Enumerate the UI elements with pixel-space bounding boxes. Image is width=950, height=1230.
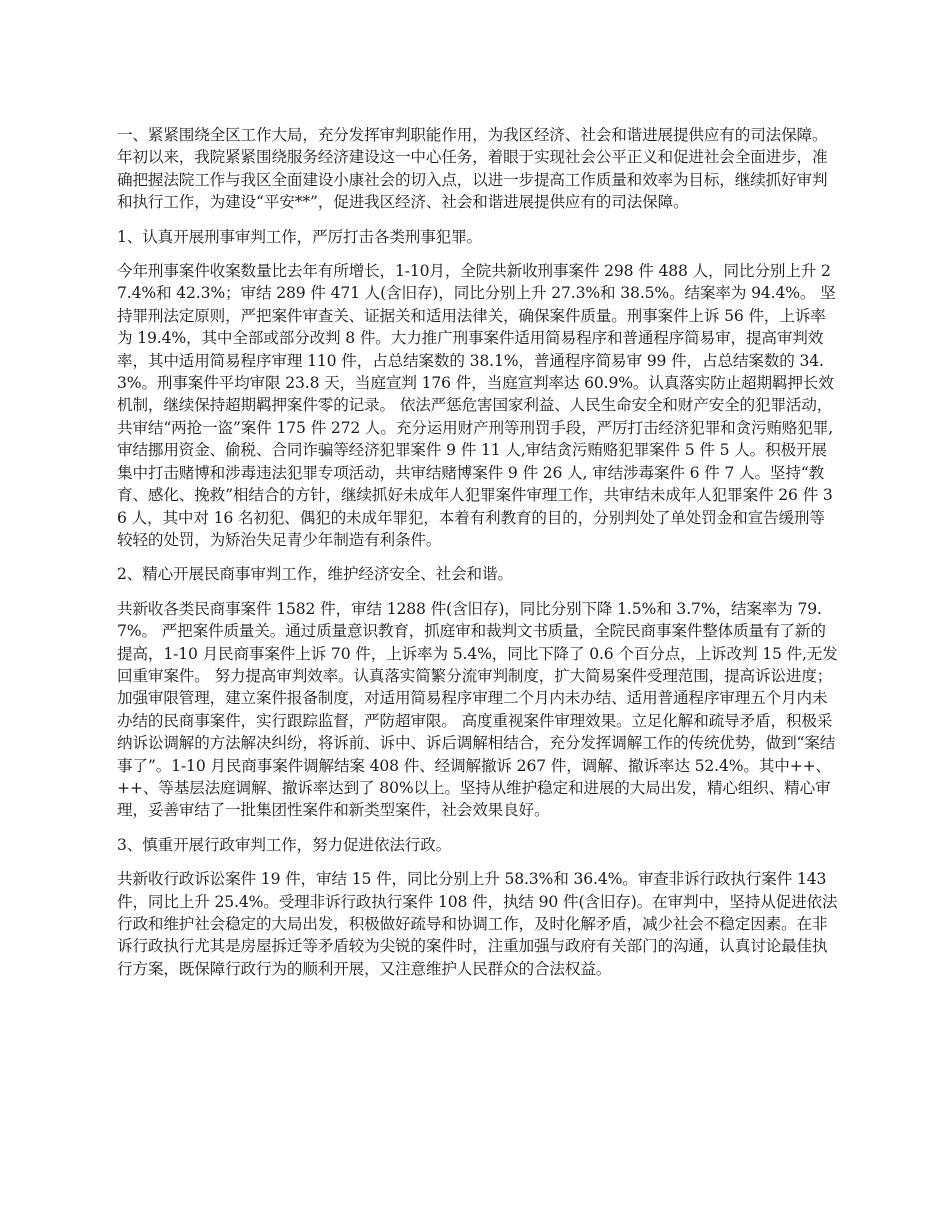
section-heading-administrative: 3、慎重开展行政审判工作，努力促进依法行政。 — [117, 835, 452, 854]
criminal-trial-paragraph: 今年刑事案件收案数量比去年有所增长，1-10月，全院共新收刑事案件 298 件 488 人，同比分别上升 27.4%和 42.3%；审结 289 件 471 人(含旧存)，同比分别上升 27.3%和 38.5%。结案率为 94.4%。 坚持罪刑法定原则，严把案件审查关、证据关和适用法律关，确保案件质量。刑事案件上诉 56 件，上诉率为 19.4%，其中全部或部分改判 8 件。大力推广刑事案件适用简易程序和普通程序简易审，提高审判效率，其中适用简易程序审理 110 件，占总结案数的 38.1%，普通程序简易审 99 件，占总结案数的 34.3%。刑事案件平均审限 23.8 天，当庭宣判 176 件，当庭宣判率达 60.9%。认真落实防止超期羁押长效机制，继续保持超期羁押案件零的记录。 依法严惩危害国家利益、人民生命安全和财产安全的犯罪活动，共审结“两抢一盗”案件 175 件 272 人。充分运用财产刑等刑罚手段，严厉打击经济犯罪和贪污贿赂犯罪,审结挪用资金、偷税、合同诈骗等经济犯罪案件 9 件 11 人,审结贪污贿赂犯罪案件 5 件 5 人。积极开展集中打击赌博和涉毒违法犯罪专项活动，共审结赌博案件 9 件 26 人, 审结涉毒案件 6 件 7 人。坚持“教育、感化、挽救”相结合的方针，继续抓好未成年人犯罪案件审理工作，共审结未成年人犯罪案件 26 件 36 人，其中对 16 名初犯、偶犯的未成年罪犯，本着有利教育的目的，分别判处了单处罚金和宣告缓刑等较轻的处罚，为矫治失足青少年制造有利条件。 — [117, 262, 836, 549]
civil-commercial-paragraph: 共新收各类民商事案件 1582 件，审结 1288 件(含旧存)，同比分别下降 1.5%和 3.7%，结案率为 79.7%。 严把案件质量关。通过质量意识教育，抓庭审和裁判文书质量，全院民商事案件整体质量有了新的提高，1-10 月民商事案件上诉 70 件，上诉率为 5.4%，同比下降了 0.6 个百分点，上诉改判 15 件,无发回重审案件。 努力提高审判效率。认真落实简繁分流审判制度，扩大简易案件受理范围，提高诉讼进度；加强审限管理，建立案件报备制度，对适用简易程序审理二个月内未办结、适用普通程序审理五个月内未办结的民商事案件，实行跟踪监督，严防超审限。 高度重视案件审理效果。立足化解和疏导矛盾，积极采纳诉讼调解的方法解决纠纷，将诉前、诉中、诉后调解相结合，充分发挥调解工作的传统优势，做到“案结事了”。1-10 月民商事案件调解结案 408 件、经调解撤诉 267 件，调解、撤诉率达 52.4%。其中++、++、等基层法庭调解、撤诉率达到了 80%以上。坚持从维护稳定和进展的大局出发，精心组织、精心审理，妥善审结了一批集团性案件和新类型案件，社会效果良好。 — [117, 599, 838, 820]
section-heading-criminal: 1、认真开展刑事审判工作，严厉打击各类刑事犯罪。 — [117, 227, 482, 246]
administrative-trial-paragraph: 共新收行政诉讼案件 19 件，审结 15 件，同比分别上升 58.3%和 36.4%。审查非诉行政执行案件 143 件，同比上升 25.4%。受理非诉行政执行案件 108 件，执结 90 件(含旧存)。在审判中，坚持从促进依法行政和维护社会稳定的大局出发，积极做好疏导和协调工作，及时化解矛盾，减少社会不稳定因素。在非诉行政执行尤其是房屋拆迁等矛盾较为尖锐的案件时，注重加强与政府有关部门的沟通，认真讨论最佳执行方案，既保障行政行为的顺利开展，又注意维护人民群众的合法权益。 — [117, 870, 838, 978]
intro-paragraph: 一、紧紧围绕全区工作大局，充分发挥审判职能作用，为我区经济、社会和谐进展提供应有的司法保障。 年初以来，我院紧紧围绕服务经济建设这一中心任务，着眼于实现社会公平正义和促进社会全面进步，准确把握法院工作与我区全面建设小康社会的切入点，以进一步提高工作质量和效率为目标，继续抓好审判和执行工作，为建设“平安**”，促进我区经济、社会和谐进展提供应有的司法保障。 — [117, 126, 828, 212]
section-heading-civil-commercial: 2、精心开展民商事审判工作，维护经济安全、社会和谐。 — [117, 565, 513, 584]
document-body — [117, 124, 839, 992]
